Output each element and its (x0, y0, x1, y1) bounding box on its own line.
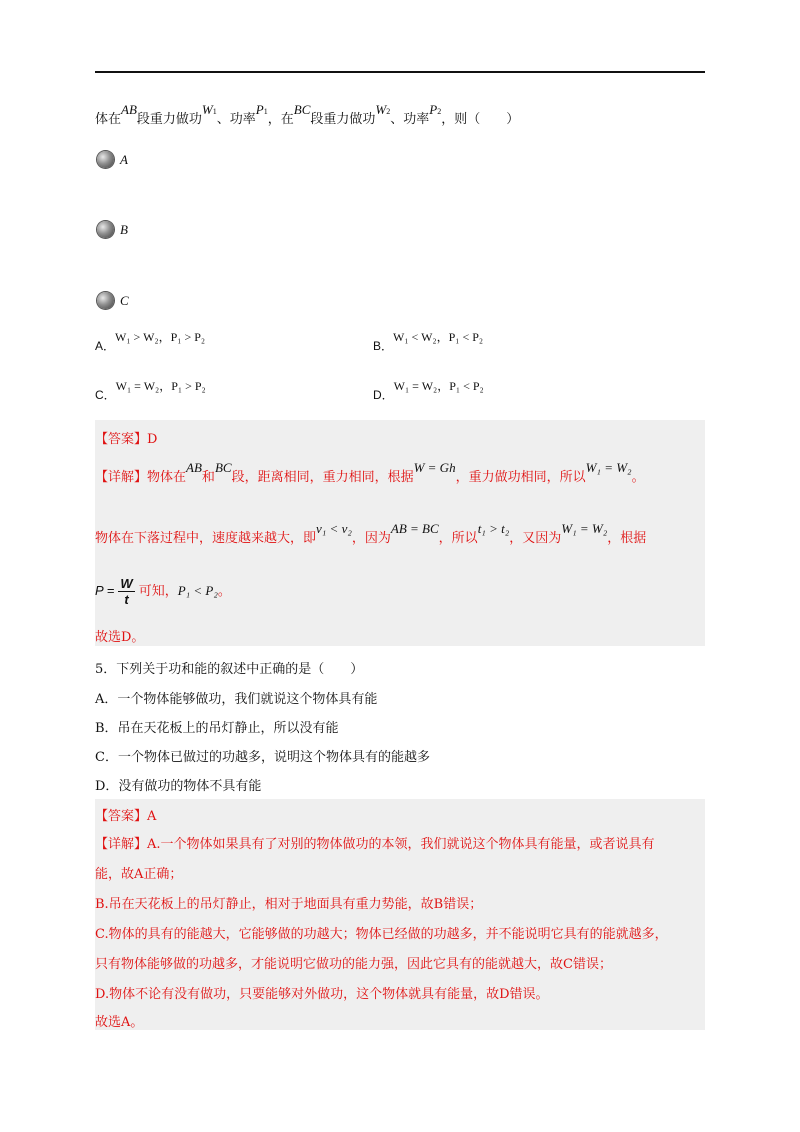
text: ，因为 (351, 531, 391, 546)
detail-line-3 (95, 576, 231, 607)
text: 、功率 (390, 112, 430, 127)
math-ab: AB (186, 460, 202, 475)
header-rule (95, 71, 705, 73)
answer-box-q5 (95, 799, 705, 1030)
answer-box-q4 (95, 420, 705, 646)
detail-line-1 (95, 833, 655, 852)
option-letter: D． (373, 388, 394, 402)
math-p1: P (255, 102, 264, 117)
math-p1-lt-p2: P₁ < P₂ (177, 583, 218, 598)
detail-line-2 (95, 521, 647, 546)
figure-point-a (97, 151, 128, 168)
subscript: 1 (263, 107, 268, 116)
text: 、功率 (216, 112, 256, 127)
question-5-option-c[interactable]: C．一个物体已做过的功越多，说明这个物体具有的能越多 (95, 750, 430, 765)
detail-line-1 (95, 460, 645, 485)
ball-icon (97, 292, 114, 309)
text: A.一个物体如果具有了对别的物体做功的本领，我们就说这个物体具有能量，或者说具有 (147, 837, 655, 852)
fraction-numerator: W (120, 576, 133, 591)
text: ，重力做功相同，所以 (455, 470, 586, 485)
text: 。 (217, 584, 231, 599)
point-label: A (120, 151, 128, 167)
detail-line-6: D.物体不论有没有做功，只要能够对外做功，这个物体就具有能量，故D错误。 (95, 987, 549, 1002)
conclusion: 故选D。 (95, 630, 145, 645)
point-label: C (120, 292, 129, 308)
math-w1-eq-w2: W₁ = W₂ (585, 460, 632, 475)
option-d[interactable] (373, 379, 484, 403)
option-expression: W₁ = W₂，P₁ > P₂ (115, 379, 206, 393)
option-letter: C． (95, 388, 116, 402)
ball-icon (97, 221, 114, 238)
option-c[interactable] (95, 379, 206, 403)
subscript: 2 (437, 107, 442, 116)
math-ab-eq-bc: AB = BC (390, 521, 439, 536)
detail-line-2: 能，故A正确； (95, 867, 183, 882)
text: ，根据 (607, 531, 647, 546)
text: ，则（ ） (441, 112, 520, 127)
subscript: 1 (212, 107, 217, 116)
option-expression: W₁ < W₂，P₁ < P₂ (393, 330, 484, 344)
question-5-option-a[interactable]: A．一个物体能够做功，我们就说这个物体具有能 (95, 692, 378, 707)
ball-icon (97, 151, 114, 168)
point-label: B (120, 221, 128, 237)
question-4-tail (95, 102, 520, 127)
math-w1-eq-w2: W₁ = W₂ (561, 521, 608, 536)
math-p-eq: P = (95, 583, 115, 598)
option-letter: B． (373, 339, 394, 353)
fraction-denominator: t (124, 592, 129, 607)
text: ，所以 (438, 531, 478, 546)
figure-point-c (97, 292, 129, 309)
text: 体在 (95, 112, 122, 127)
answer-label: 【答案】A (95, 809, 157, 824)
text: 段，距离相同，重力相同，根据 (231, 470, 414, 485)
detail-line-5: 只有物体能够做的功越多，才能说明它做功的能力强，因此它具有的能就越大，故C错误； (95, 957, 612, 972)
text: 段重力做功 (136, 112, 202, 127)
question-5-stem: 5．下列关于功和能的叙述中正确的是（ ） (95, 662, 364, 677)
math-ab: AB (121, 102, 137, 117)
math-w1: W (201, 102, 213, 117)
option-expression: W₁ = W₂，P₁ < P₂ (393, 379, 484, 393)
math-v1-lt-v2: v₁ < v₂ (316, 521, 352, 536)
option-expression: W₁ > W₂，P₁ > P₂ (115, 330, 206, 344)
detail-label: 【详解】 (95, 470, 148, 485)
answer-label: 【答案】D (95, 432, 158, 447)
math-p2: P (429, 102, 438, 117)
text: 段重力做功 (310, 112, 376, 127)
text: 。 (631, 470, 645, 485)
text: 和 (201, 470, 215, 485)
conclusion: 故选A。 (95, 1015, 144, 1030)
math-bc: BC (214, 460, 232, 475)
figure-point-b (97, 221, 128, 238)
option-letter: A． (95, 339, 116, 353)
math-t1-gt-t2: t₁ > t₂ (477, 521, 510, 536)
math-bc: BC (293, 102, 311, 117)
text: 物体在下落过程中，速度越来越大，即 (95, 531, 317, 546)
math-w-gh: W = Gh (413, 460, 456, 475)
detail-label: 【详解】 (95, 837, 148, 852)
question-5-option-b[interactable]: B．吊在天花板上的吊灯静止，所以没有能 (95, 721, 339, 736)
detail-line-3: B.吊在天花板上的吊灯静止，相对于地面具有重力势能，故B错误； (95, 897, 483, 912)
option-b[interactable] (373, 330, 484, 354)
math-w2: W (375, 102, 387, 117)
detail-line-4: C.物体的具有的能越大，它能够做的功越大；物体已经做的功越多，并不能说明它具有的能就越多， (95, 927, 668, 942)
text: 物体在 (147, 470, 187, 485)
question-5-option-d[interactable]: D．没有做功的物体不具有能 (95, 779, 262, 794)
text: ，在 (267, 112, 294, 127)
text: ，又因为 (509, 531, 562, 546)
option-a[interactable] (95, 330, 206, 354)
fraction-w-over-t (118, 576, 134, 607)
text: 可知， (138, 584, 178, 599)
subscript: 2 (386, 107, 391, 116)
